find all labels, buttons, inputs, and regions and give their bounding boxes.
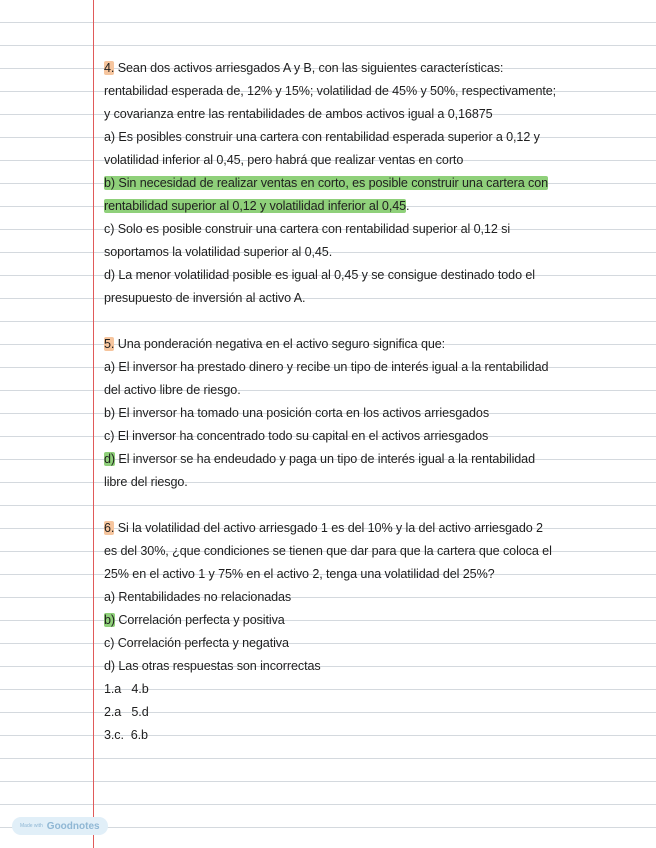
q4-correct-highlight-2: rentabilidad superior al 0,12 y volatilidad inferior al 0,45 — [104, 199, 407, 213]
answer-key-row-2: 2.a 5.d — [104, 705, 149, 719]
q4-stem-line-2: rentabilidad esperada de, 12% y 15%; volatilidad de 45% y 50%, respectivamente; — [104, 84, 557, 98]
q6-stem-line-2: es del 30%, ¿que condiciones se tienen que dar para que la cartera que coloca el — [104, 544, 552, 558]
notes-content — [104, 57, 634, 747]
q4-option-c-line-1: c) Solo es posible construir una cartera con rentabilidad superior al 0,12 si — [104, 222, 511, 236]
q5-option-d-line-1: d) El inversor se ha endeudado y paga un tipo de interés igual a la rentabilidad — [104, 452, 535, 466]
q4-option-d-line-1: d) La menor volatilidad posible es igual al 0,45 y se consigue destinado todo el — [104, 268, 535, 282]
q4-correct-highlight-1: b) Sin necesidad de realizar ventas en corto, es posible construir una cartera con — [104, 176, 549, 190]
q6-option-c: c) Correlación perfecta y negativa — [104, 636, 289, 650]
q4-number: 4. — [104, 61, 115, 75]
q5-stem: 5. Una ponderación negativa en el activo seguro significa que: — [104, 337, 446, 351]
q6-option-b: b) Correlación perfecta y positiva — [104, 613, 285, 627]
q6-option-a: a) Rentabilidades no relacionadas — [104, 590, 292, 604]
q4-stem-line-1: 4. Sean dos activos arriesgados A y B, con las siguientes características: — [104, 61, 504, 75]
q4-option-d-line-2: presupuesto de inversión al activo A. — [104, 291, 306, 305]
q4-option-b-line-2: rentabilidad superior al 0,12 y volatilidad inferior al 0,45. — [104, 199, 410, 213]
q4-stem-line-3: y covarianza entre las rentabilidades de ambos activos igual a 0,16875 — [104, 107, 493, 121]
spacer — [104, 310, 634, 333]
q5-correct-label: d) — [104, 452, 115, 466]
q5-option-a-line-2: del activo libre de riesgo. — [104, 383, 241, 397]
goodnotes-watermark — [12, 817, 108, 835]
made-with-label: Made with — [20, 823, 43, 829]
q6-stem-line-3: 25% en el activo 1 y 75% en el activo 2, tenga una volatilidad del 25%? — [104, 567, 495, 581]
q4-option-c-line-2: soportamos la volatilidad superior al 0,45. — [104, 245, 333, 259]
notebook-margin-line — [93, 0, 94, 848]
goodnotes-brand: Goodnotes — [46, 820, 100, 832]
q5-number: 5. — [104, 337, 115, 351]
q5-option-d-line-2: libre del riesgo. — [104, 475, 188, 489]
q5-option-c: c) El inversor ha concentrado todo su capital en el activos arriesgados — [104, 429, 489, 443]
spacer — [104, 494, 634, 517]
q5-option-a-line-1: a) El inversor ha prestado dinero y recibe un tipo de interés igual a la rentabilidad — [104, 360, 549, 374]
q6-correct-label: b) — [104, 613, 115, 627]
answer-key-row-3: 3.c. 6.b — [104, 728, 148, 742]
q4-option-a-line-1: a) Es posibles construir una cartera con rentabilidad esperada superior a 0,12 y — [104, 130, 540, 144]
q6-option-d: d) Las otras respuestas son incorrectas — [104, 659, 321, 673]
q4-option-a-line-2: volatilidad inferior al 0,45, pero habrá que realizar ventas en corto — [104, 153, 464, 167]
q6-stem-line-1: 6. Si la volatilidad del activo arriesgado 1 es del 10% y la del activo arriesgado 2 — [104, 521, 543, 535]
q5-option-b: b) El inversor ha tomado una posición corta en los activos arriesgados — [104, 406, 490, 420]
answer-key-row-1: 1.a 4.b — [104, 682, 149, 696]
q6-number: 6. — [104, 521, 115, 535]
q4-option-b-line-1 — [104, 172, 634, 195]
